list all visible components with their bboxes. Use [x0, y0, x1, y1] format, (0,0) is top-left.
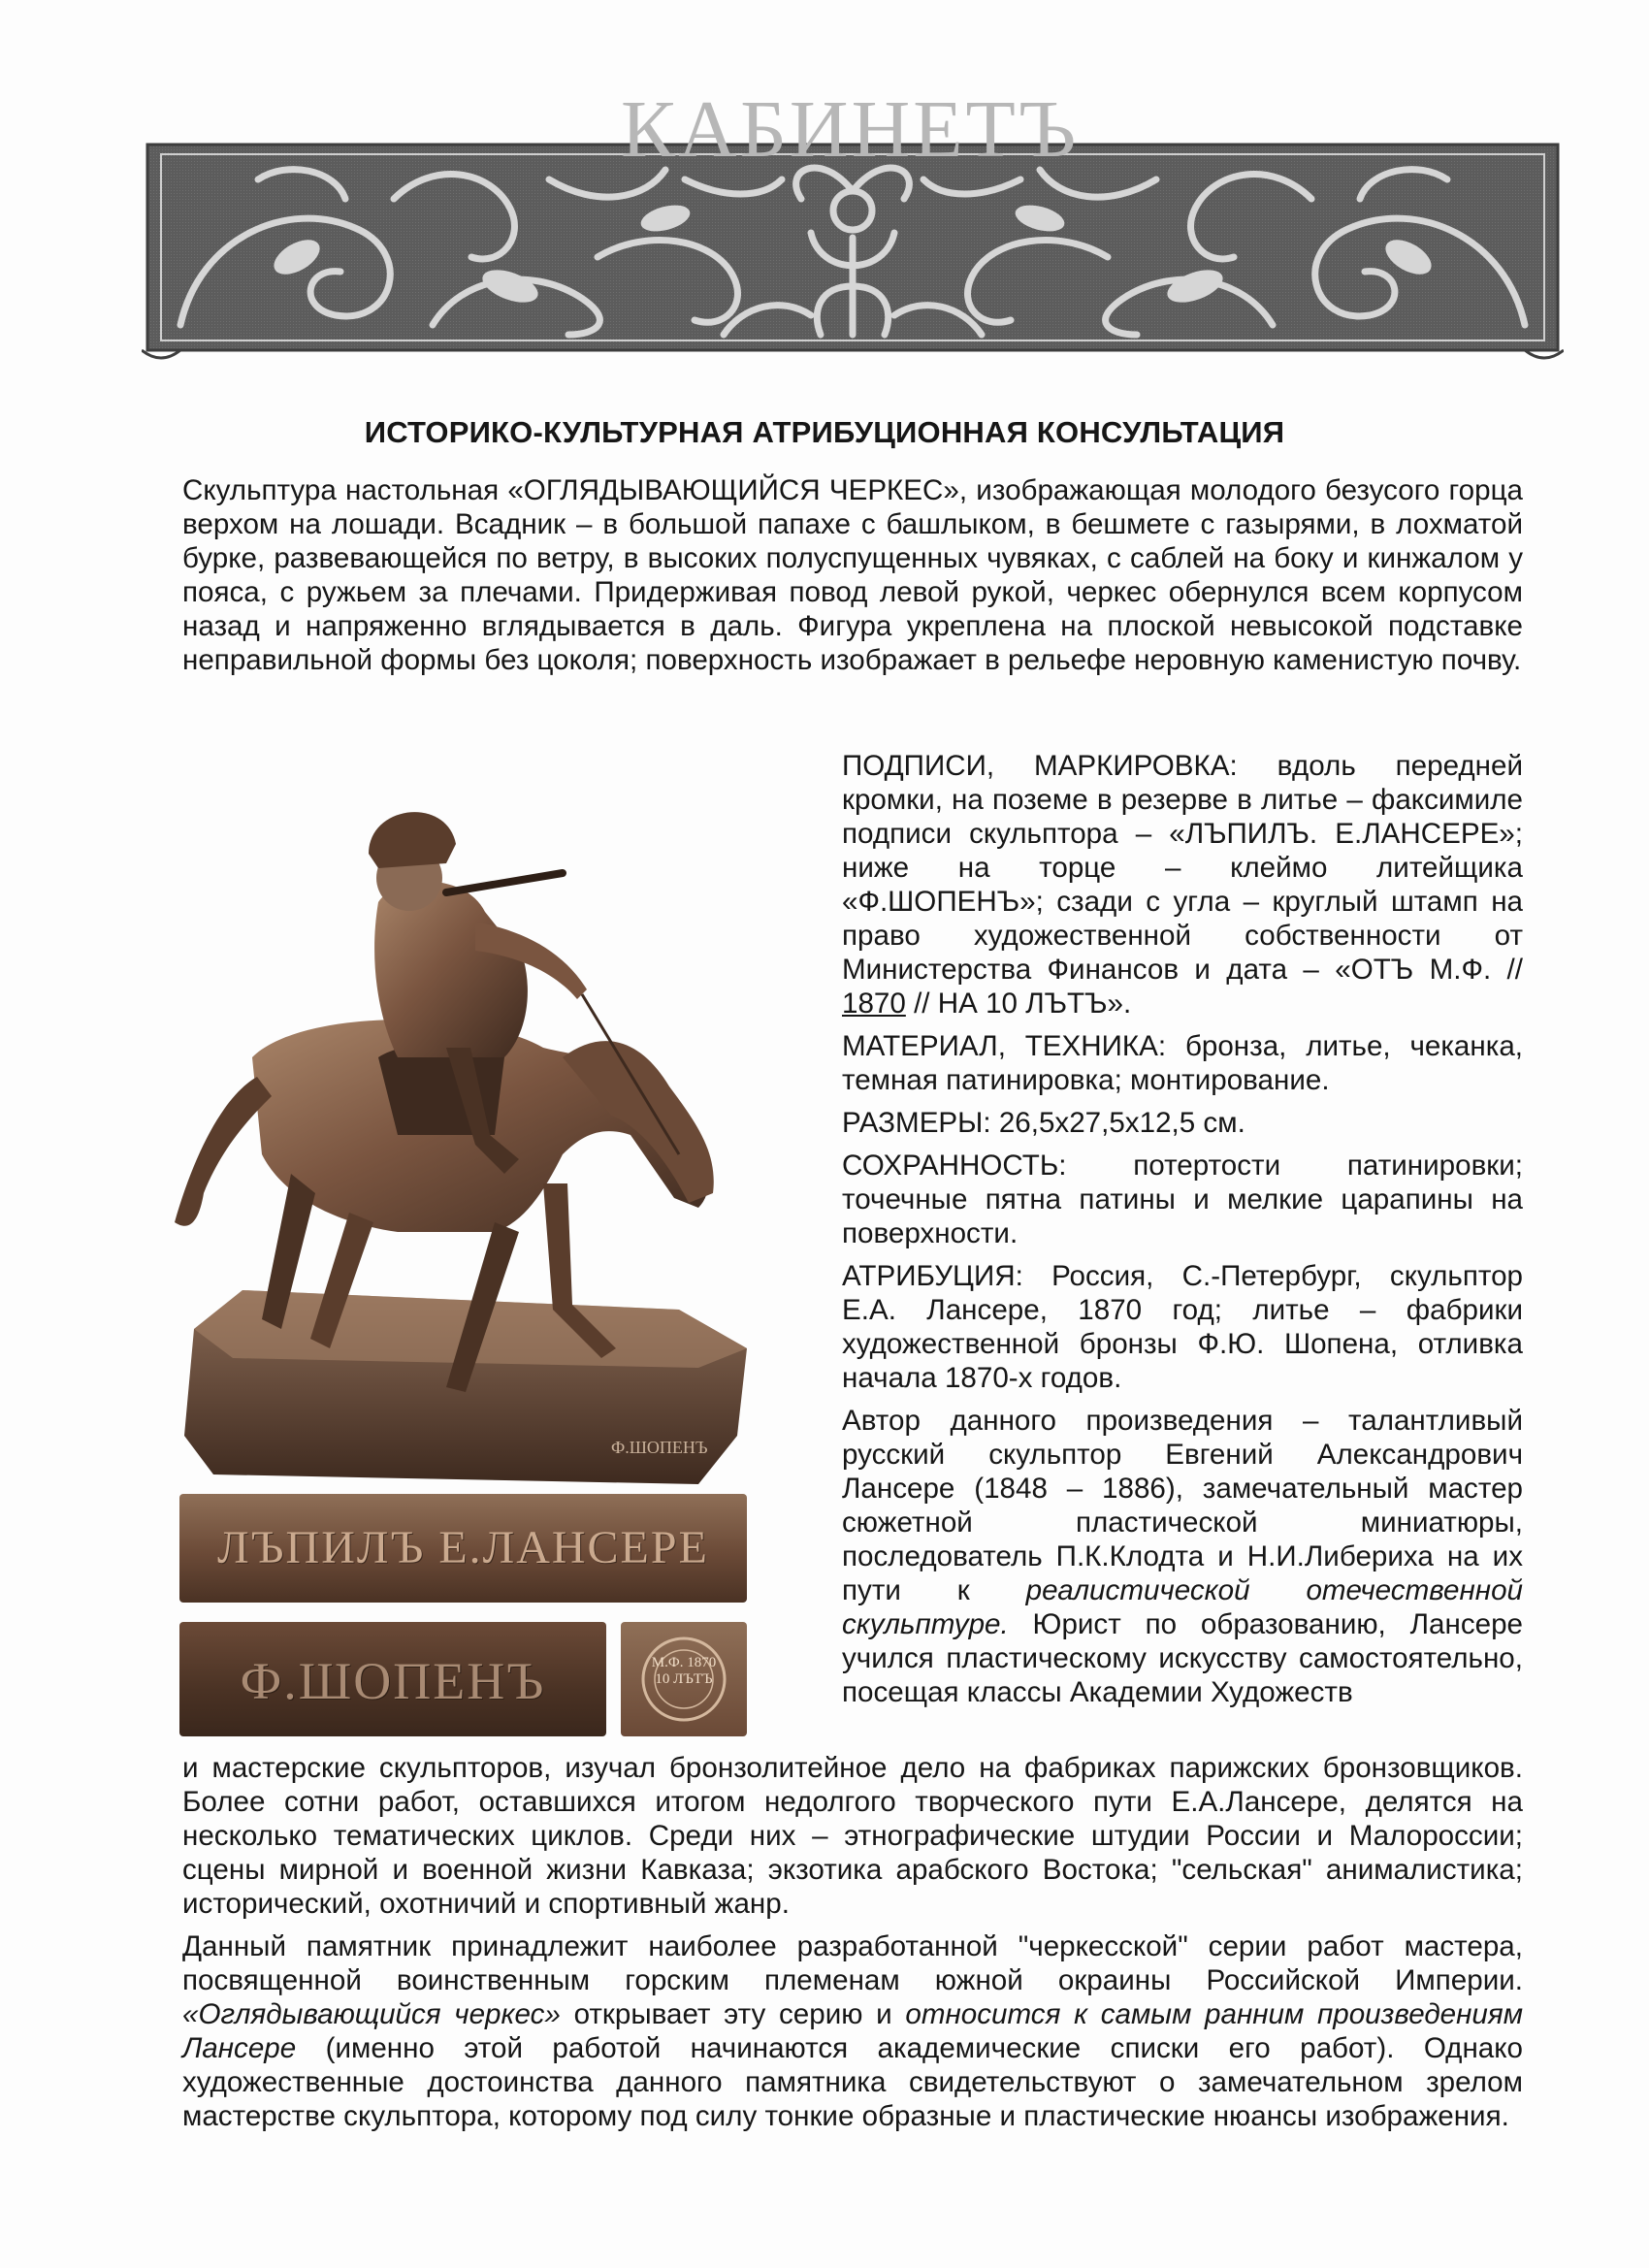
series-text-1: Данный памятник принадлежит наиболее разработанной "черкесской" серии работ мастера, посвященной воинственным горским племенам южной окраины Российской Империи. [182, 1930, 1523, 1996]
inscriptions-label: ПОДПИСИ, МАРКИРОВКА [842, 750, 1230, 782]
stamp-text: М.Ф. 1870 10 ЛЪТЪ [651, 1655, 717, 1687]
document-title: ИСТОРИКО-КУЛЬТУРНАЯ АТРИБУЦИОННАЯ КОНСУЛЬТАЦИЯ [364, 415, 1285, 449]
material-label: МАТЕРИАЛ, ТЕХНИКА [842, 1030, 1158, 1062]
series-text-2: открывает эту серию и [560, 1998, 906, 2030]
attribution-label: АТРИБУЦИЯ [842, 1260, 1016, 1292]
material-text: : бронза, литье, чеканка, темная патинировка; монтирование. [842, 1030, 1523, 1096]
author-italic: реалистической отечественной скульптуре. [842, 1574, 1523, 1640]
series-italic-claim: относится к самым ранним произведениям Лансере [182, 1998, 1523, 2064]
brand-watermark: КАБИНЕТЪ [621, 84, 1080, 175]
inscriptions-text: : вдоль передней кромки, на поземе в резерве в литье – факсимиле подписи скульптора – «ЛЪПИЛЪ. Е.ЛАНСЕРЕ»; ниже на торце – клеймо литейщика «Ф.ШОПЕНЪ»; сзади с угла – круглый штамп на право художественной собственности от Министерства Финансов и дата – «ОТЪ М.Ф. // [842, 750, 1524, 986]
series-italic-title: «Оглядывающийся черкес» [182, 1998, 561, 2030]
intro-paragraph: Скульптура настольная «ОГЛЯДЫВАЮЩИЙСЯ ЧЕРКЕС», изображающая молодого безусого горца верхом на лошади. Всадник – в большой папахе с башлыком, в бешмете с газырями, в лохматой бурке, развевающейся по ветру, в высоких полуспущенных чувяках, с саблей на боку и кинжалом у пояса, с ружьем за плечами. Придерживая повод левой рукой, черкес обернулся всем корпусом назад и напряженно вглядывается в даль. Фигура укреплена на плоской невысокой подставке неправильной формы без цоколя; поверхность изображает в рельефе неровную каменистую почву. [182, 474, 1523, 676]
inscriptions-text-end: // НА 10 ЛЪТЪ». [905, 988, 1132, 1020]
author-paragraph [842, 1404, 1523, 1709]
ownership-stamp-photo [621, 1622, 747, 1736]
details-column [842, 749, 1523, 1709]
foundry-mark-photo [179, 1622, 606, 1736]
series-paragraph [182, 1929, 1523, 2133]
dimensions-label: РАЗМЕРЫ [842, 1107, 984, 1139]
series-text-3: (именно этой работой начинаются академические списки его работ). Однако художественные достоинства данного памятника свидетельствуют о замечательном зрелом мастерстве скульптора, которому под силу тонкие образные и пластические нюансы изображения. [182, 2032, 1523, 2132]
condition-paragraph [842, 1149, 1523, 1250]
dimensions-text: : 26,5х27,5х12,5 см. [983, 1107, 1245, 1139]
base-mark-text: Ф.ШОПЕНЪ [611, 1438, 708, 1457]
author-continuation-paragraph: и мастерские скульпторов, изучал бронзолитейное дело на фабриках парижских бронзовщиков. Более сотни работ, оставшихся итогом недолгого творческого пути Е.А.Лансере, делятся на несколько тематических циклов. Среди них – этнографические штудии России и Малороссии; сцены мирной и военной жизни Кавказа; экзотика арабского Востока; "сельская" анималистика; исторический, охотничий и спортивный жанр. [182, 1752, 1523, 1920]
dimensions-paragraph [842, 1106, 1523, 1140]
material-paragraph [842, 1029, 1523, 1097]
inscriptions-year: 1870 [842, 988, 906, 1020]
author-text-2: Юрист по образованию, Лансере учился пластическому искусству самостоятельно, посещая классы Академии Художеств [842, 1608, 1523, 1708]
condition-label: СОХРАННОСТЬ [842, 1150, 1059, 1182]
signature-plate-photo [179, 1494, 747, 1603]
bottom-section [182, 1751, 1523, 2133]
condition-text: : потертости патинировки; точечные пятна патины и мелкие царапины на поверхности. [842, 1150, 1523, 1249]
inscriptions-paragraph [842, 749, 1523, 1021]
foundry-mark-text: Ф.ШОПЕНЪ [240, 1652, 546, 1710]
author-text-1: Автор данного произведения – талантливый русский скульптор Евгений Александрович Лансере (1848 – 1886), замечательный мастер сюжетной пластической миниатюры, последователь П.К.Клодта и Н.И.Либериха на их пути к [842, 1405, 1523, 1606]
attribution-text: : Россия, С.-Петербург, скульптор Е.А. Лансере, 1870 год; литье – фабрики художественной бронзы Ф.Ю. Шопена, отливка начала 1870-х годов. [842, 1260, 1523, 1394]
sculpture-photo [155, 766, 761, 1504]
signature-plate-text: ЛЪПИЛЪ Е.ЛАНСЕРЕ [217, 1522, 709, 1573]
attribution-paragraph [842, 1259, 1523, 1395]
intro-section [182, 473, 1523, 677]
